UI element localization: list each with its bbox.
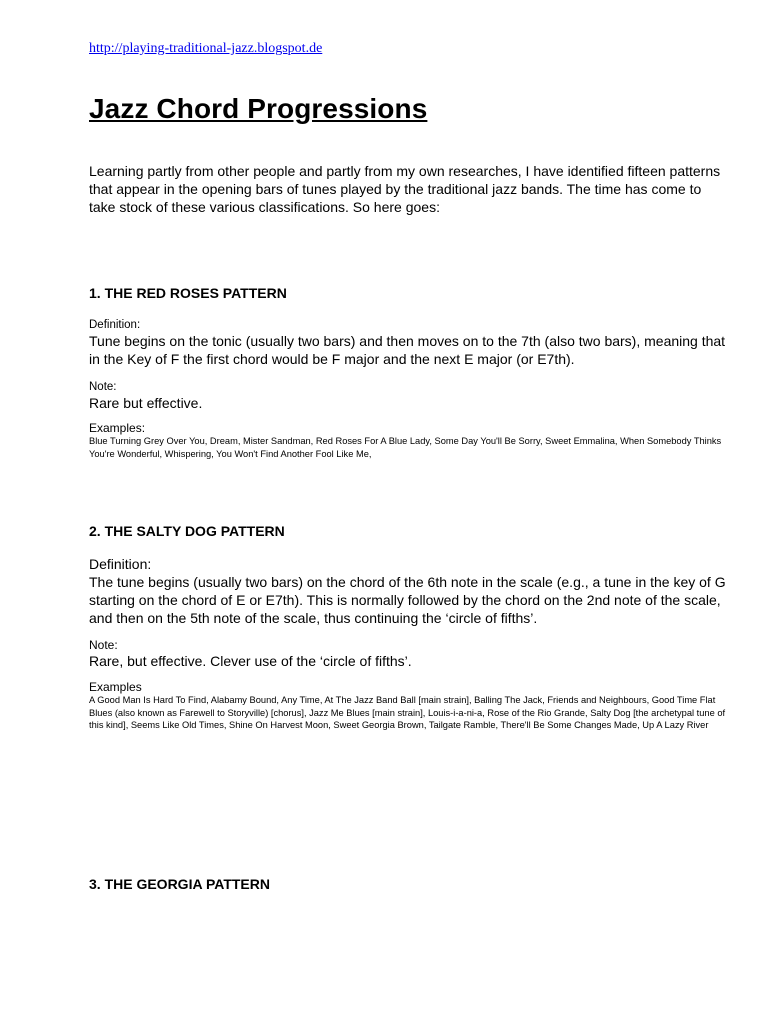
definition-text: Tune begins on the tonic (usually two bars) and then moves on to the 7th (also two bars), meaning that in the Key of F the first chord would be F major and the next E major (or E7th). xyxy=(89,333,726,367)
section-heading: 1. THE RED ROSES PATTERN xyxy=(89,285,287,301)
definition-text: The tune begins (usually two bars) on the chord of the 6th note in the scale (e.g., a tune in the key of G starting on the chord of E or E7th). This is normally followed by the chord on the 2nd note of the scale, and then on the 5th note of the scale, thus continuing the ‘circle of fifths’. xyxy=(89,574,726,626)
section-georgia xyxy=(89,875,735,893)
section-red-roses xyxy=(89,284,735,460)
section-heading: 2. THE SALTY DOG PATTERN xyxy=(89,523,285,539)
note-label: Note: xyxy=(89,638,118,652)
note-text: Rare, but effective. Clever use of the ‘circle of fifths’. xyxy=(89,653,412,669)
section-heading: 3. THE GEORGIA PATTERN xyxy=(89,876,270,892)
source-link[interactable]: http://playing-traditional-jazz.blogspot.de xyxy=(89,41,323,56)
note-label: Note: xyxy=(89,381,117,393)
examples-text: A Good Man Is Hard To Find, Alabamy Bound, Any Time, At The Jazz Band Ball [main strain], Balling The Jack, Friends and Neighbours, Good Time Flat Blues (also known as Farewell to Storyville) [chorus], Jazz Me Blues [main strain], Louis-i-a-ni-a, Rose of the Rio Grande, Salty Dog [the archetypal tune of this kind], Seems Like Old Times, Shine On Harvest Moon, Sweet Georgia Brown, Tailgate Ramble, There'll Be Some Changes Made, Up A Lazy River xyxy=(89,695,726,730)
examples-label: Examples xyxy=(89,680,142,694)
definition-label: Definition: xyxy=(89,319,141,331)
examples-text: Blue Turning Grey Over You, Dream, Mister Sandman, Red Roses For A Blue Lady, Some Day You'll Be Sorry, Sweet Emmalina, When Somebody Thinks You're Wonderful, Whispering, You Won't Find Another Fool Like Me, xyxy=(89,436,722,459)
page-title: Jazz Chord Progressions xyxy=(89,93,428,124)
section-salty-dog xyxy=(89,522,735,732)
intro-paragraph: Learning partly from other people and partly from my own researches, I have identified fifteen patterns that appear in the opening bars of tunes played by the traditional jazz bands. The time has come to take stock of these various classifications. So here goes: xyxy=(89,163,721,215)
definition-label: Definition: xyxy=(89,556,152,572)
examples-label: Examples: xyxy=(89,421,146,435)
note-text: Rare but effective. xyxy=(89,395,203,411)
